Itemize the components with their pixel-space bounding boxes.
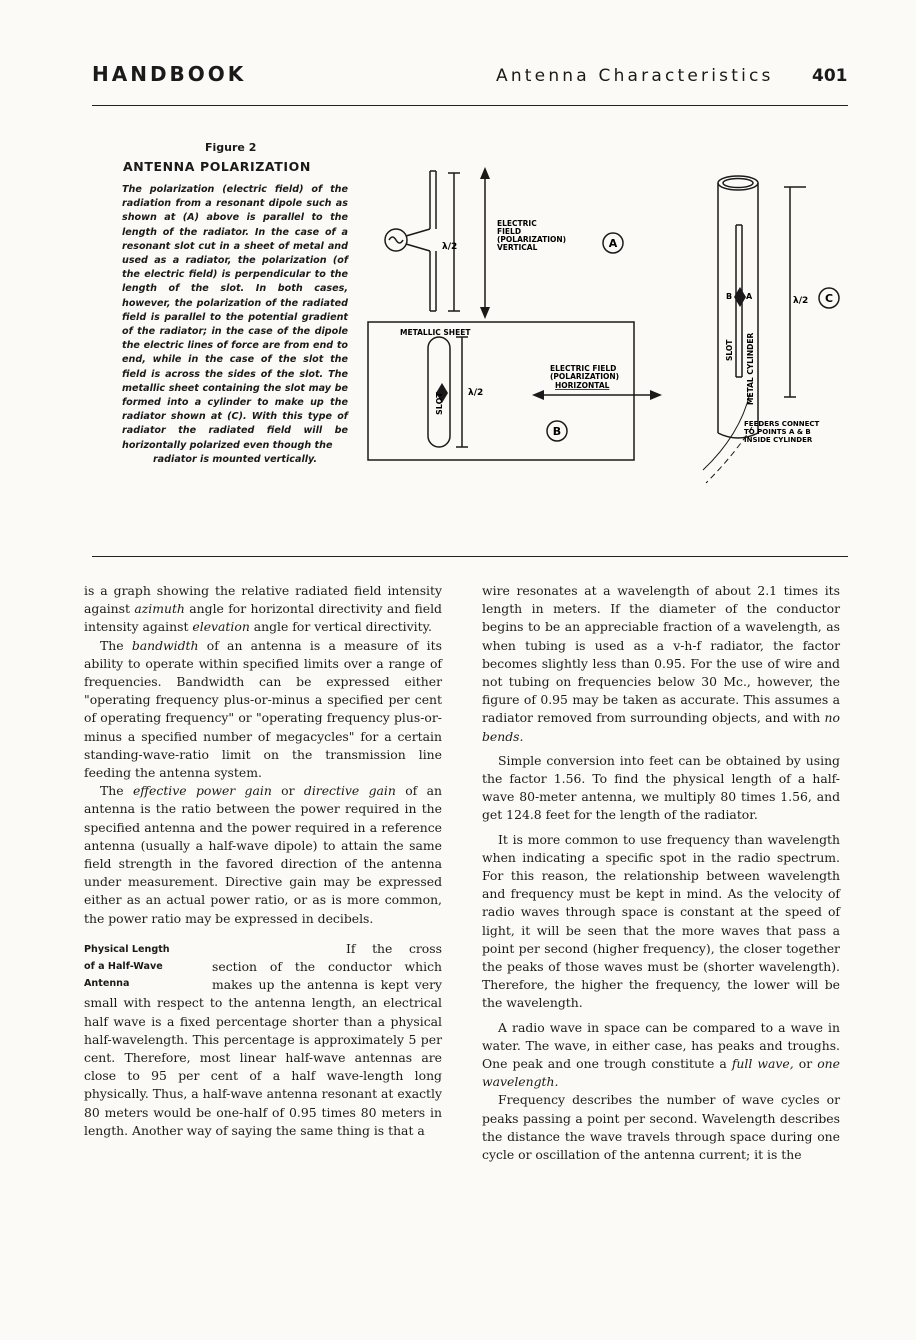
field-arrow-right-icon	[650, 390, 662, 400]
paragraph: wire resonates at a wavelength of about 2.1 times its length in meters. If the diameter of the conductor begins to be an appreciable fraction of a wavelength, as when tubing is used as a v-h-f radiator, the factor becomes slightly less than 0.95. For the use of wire and not tubing on frequencies below 30 Mc., however, the figure of 0.95 may be taken as accurate. This assumes a radiator removed from surrounding objects, and with no bends.	[482, 583, 840, 744]
dipole-antenna	[406, 171, 436, 311]
paragraph: is a graph showing the relative radiated field intensity against azimuth angle for horizontal directivity and field intensity against elevation angle for vertical directivity.	[84, 583, 442, 635]
left-column	[84, 582, 442, 1140]
label-a-field-2: FIELD	[497, 227, 522, 236]
paragraph-gain: The effective power gain or directive gain of an antenna is the ratio between the power required in the specified antenna and the power required in a reference antenna (usually a half-wave dipole) to attain the same field strength in the favored direction of the antenna under measurement. Directive gain may be expressed either as an actual power ratio, or as is more common, the power ratio may be expressed in decibels.	[84, 783, 442, 926]
label-b: B	[552, 425, 562, 438]
label-a-field-4: VERTICAL	[497, 243, 538, 252]
label-b-field-1: ELECTRIC FIELD	[550, 364, 617, 373]
section-physical-length	[84, 940, 442, 1140]
label-half-wave-b: λ/2	[468, 388, 484, 398]
caption-last-line: radiator is mounted vertically.	[152, 453, 318, 465]
label-slot: SLOT	[435, 392, 444, 415]
metallic-sheet	[368, 322, 634, 460]
slot-feed-icon	[436, 383, 448, 393]
label-feeders-3: INSIDE CYLINDER	[744, 436, 813, 444]
header-rule	[92, 105, 848, 106]
chapter-title: Antenna Characteristics	[496, 66, 774, 86]
side-heading: Physical Length of a Half-Wave Antenna	[84, 943, 170, 989]
label-a-field-3: (POLARIZATION)	[497, 235, 567, 244]
paragraph-conversion: Simple conversion into feet can be obtained by using the factor 1.56. To find the physical length of a half-wave 80-meter antenna, we multiply 80 times 1.56, and get 124.8 feet for the length of the radiator.	[482, 752, 840, 823]
label-slot-c: SLOT	[725, 339, 734, 361]
figure-title: ANTENNA POLARIZATION	[123, 159, 311, 174]
antenna-polarization-diagram	[360, 165, 850, 495]
label-metallic-sheet: METALLIC SHEET	[400, 328, 471, 337]
label-b-field-2: (POLARIZATION)	[550, 372, 620, 381]
paragraph-definitions: Frequency describes the number of wave cycles or peaks passing a point per second. Wavelength describes the distance the wave travels through space during one cycle or oscillation of the antenna current; it is the	[482, 1092, 840, 1163]
caption-text: The polarization (electric field) of the radiation from a resonant dipole such as shown at (A) above is parallel to the length of the radiator. In the case of a resonant slot cut in a sheet of metal and used as a radiator, the polarization (of the electric field) is perpendicular to the length of the slot. In both cases, however, the polarization of the radiated field is parallel to the potential gradient of the radiator; in the case of the dipole the electric lines of force are from end to end, while in the case of the slot the field is across the sides of the slot. The metallic sheet containing the slot may be formed into a cylinder to make up the radiator shown at (C). With this type of radiator the radiated field will be horizontally polarized even though the	[122, 184, 348, 451]
feed-point-b-label: B	[726, 292, 733, 301]
paragraph-physical-length: If the cross section of the conductor which makes up the antenna is kept very small with respect to the antenna length, an electrical half wave is a fixed percentage shorter than a physical half-wavelength. This percentage is approximately 5 per cent. Therefore, most linear half-wave antennas are close to 95 per cent of a half wave-length long physically. Thus, a half-wave antenna resonant at exactly 80 meters would be one-half of 0.95 times 80 meters in length. Another way of saying the same thing is that a	[84, 940, 442, 1138]
paragraph-bandwidth: The bandwidth of an antenna is a measure of its ability to operate within specified limits over a range of frequencies. Bandwidth can be expressed either "operating frequency plus-or-minus a specified per cent of operating frequency" or "operating frequency plus-or-minus a specified number of megacycles" for a certain standing-wave-ratio limit on the transmission line feeding the antenna system.	[84, 637, 442, 781]
field-arrow-up-icon	[480, 167, 490, 179]
label-c: C	[824, 292, 834, 305]
running-head: HANDBOOK	[92, 62, 247, 86]
page-number: 401	[812, 66, 848, 86]
label-metal-cylinder: METAL CYLINDER	[746, 332, 755, 405]
label-b-field-3: HORIZONTAL	[555, 381, 610, 390]
label-a-field-1: ELECTRIC	[497, 219, 537, 228]
figure-caption	[122, 183, 348, 467]
feed-point-a-label: A	[746, 292, 753, 301]
label-half-wave-a: λ/2	[442, 242, 458, 252]
paragraph-radio-wave: A radio wave in space can be compared to a wave in water. The wave, in either case, has peaks and troughs. One peak and one trough constitute a full wave, or one wavelength.	[482, 1019, 840, 1090]
field-arrow-down-icon	[480, 307, 490, 319]
label-feeders-2: TO POINTS A & B	[744, 428, 811, 436]
label-feeders-1: FEEDERS CONNECT	[744, 420, 820, 428]
figure-number: Figure 2	[205, 141, 257, 154]
label-half-wave-c: λ/2	[793, 296, 809, 306]
field-arrow-left-icon	[532, 390, 544, 400]
figure-rule	[92, 556, 848, 557]
label-a: A	[608, 237, 618, 250]
right-column	[482, 582, 840, 1164]
paragraph-frequency: It is more common to use frequency than wavelength when indicating a specific spot in the radio spectrum. For this reason, the relationship between wavelength and frequency must be kept in mind. As the velocity of radio waves through space is constant at the speed of light, it will be seen that the more waves that pass a point per second (higher frequency), the closer together the peaks of those waves must be (shorter wavelength). Therefore, the higher the frequency, the lower will be the wavelength.	[482, 831, 840, 1011]
